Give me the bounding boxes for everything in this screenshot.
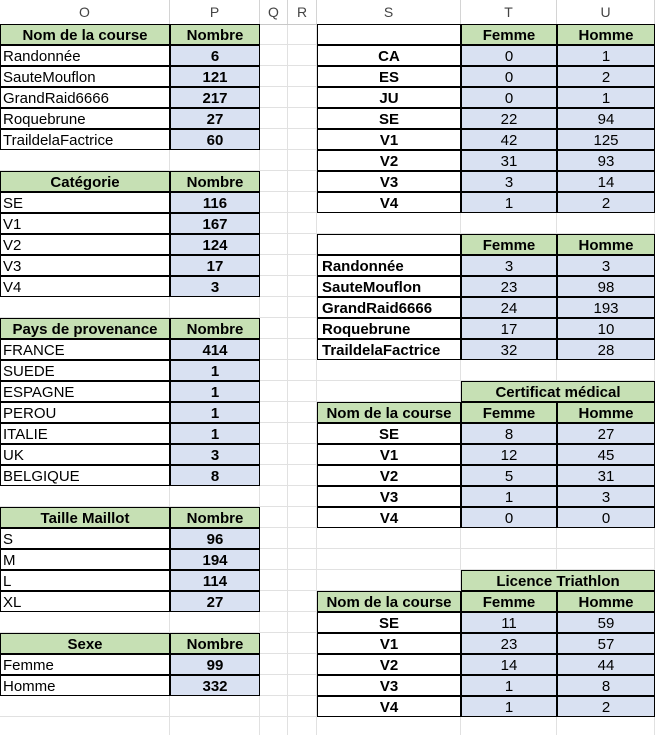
sexe-table-row-label[interactable]: Femme xyxy=(0,654,170,675)
cat-sexe-table-row-homme[interactable]: 14 xyxy=(557,171,655,192)
categorie-table-header-count[interactable]: Nombre xyxy=(170,171,260,192)
maillot-table-row-label[interactable]: M xyxy=(0,549,170,570)
certificat-table-header-femme[interactable]: Femme xyxy=(461,402,557,423)
certificat-table-row-label[interactable]: SE xyxy=(317,423,461,444)
cat-sexe-table-row-femme[interactable]: 31 xyxy=(461,150,557,171)
cat-sexe-table-row-label[interactable]: V4 xyxy=(317,192,461,213)
cat-sexe-table-row-femme[interactable]: 3 xyxy=(461,171,557,192)
cat-sexe-table-row-homme[interactable]: 2 xyxy=(557,192,655,213)
certificat-table-header-homme[interactable]: Homme xyxy=(557,402,655,423)
course-sexe-table-row-label[interactable]: GrandRaid6666 xyxy=(317,297,461,318)
cat-sexe-table-row-homme[interactable]: 1 xyxy=(557,87,655,108)
maillot-table-row-label[interactable]: L xyxy=(0,570,170,591)
cat-sexe-table-header-homme[interactable]: Homme xyxy=(557,24,655,45)
categorie-table-row-label[interactable]: V3 xyxy=(0,255,170,276)
course-table-row-label[interactable]: Roquebrune xyxy=(0,108,170,129)
cat-sexe-table-row-femme[interactable]: 42 xyxy=(461,129,557,150)
certificat-table-row-femme[interactable]: 0 xyxy=(461,507,557,528)
course-sexe-table-row-femme[interactable]: 32 xyxy=(461,339,557,360)
pays-table-header-count[interactable]: Nombre xyxy=(170,318,260,339)
pays-table-row-count[interactable]: 3 xyxy=(170,444,260,465)
cat-sexe-table-row-label[interactable]: ES xyxy=(317,66,461,87)
licence-table-row-homme[interactable]: 2 xyxy=(557,696,655,717)
column-header-t[interactable]: T xyxy=(461,0,557,24)
column-header-p[interactable]: P xyxy=(170,0,260,24)
licence-table-row-label[interactable]: SE xyxy=(317,612,461,633)
categorie-table-row-label[interactable]: V1 xyxy=(0,213,170,234)
licence-table-row-label[interactable]: V4 xyxy=(317,696,461,717)
maillot-table-row-count[interactable]: 194 xyxy=(170,549,260,570)
certificat-table-row-label[interactable]: V1 xyxy=(317,444,461,465)
licence-table-row-femme[interactable]: 11 xyxy=(461,612,557,633)
course-sexe-table-header-label[interactable] xyxy=(317,234,461,255)
certificat-table-row-homme[interactable]: 31 xyxy=(557,465,655,486)
licence-table-row-homme[interactable]: 57 xyxy=(557,633,655,654)
categorie-table-row-count[interactable]: 167 xyxy=(170,213,260,234)
licence-table-row-femme[interactable]: 23 xyxy=(461,633,557,654)
course-table-header-count[interactable]: Nombre xyxy=(170,24,260,45)
column-header-o[interactable]: O xyxy=(0,0,170,24)
cat-sexe-table-header-label[interactable] xyxy=(317,24,461,45)
certificat-table-row-femme[interactable]: 1 xyxy=(461,486,557,507)
cat-sexe-table-row-femme[interactable]: 1 xyxy=(461,192,557,213)
cat-sexe-table-row-femme[interactable]: 22 xyxy=(461,108,557,129)
maillot-table-row-count[interactable]: 27 xyxy=(170,591,260,612)
course-sexe-table-row-homme[interactable]: 98 xyxy=(557,276,655,297)
licence-table-row-femme[interactable]: 14 xyxy=(461,654,557,675)
categorie-table-row-label[interactable]: V4 xyxy=(0,276,170,297)
column-header-u[interactable]: U xyxy=(557,0,655,24)
cat-sexe-table-row-label[interactable]: JU xyxy=(317,87,461,108)
maillot-table-row-label[interactable]: S xyxy=(0,528,170,549)
certificat-table-header-label[interactable]: Nom de la course xyxy=(317,402,461,423)
pays-table-row-count[interactable]: 8 xyxy=(170,465,260,486)
sexe-table-row-count[interactable]: 332 xyxy=(170,675,260,696)
course-sexe-table-row-label[interactable]: SauteMouflon xyxy=(317,276,461,297)
sexe-table-row-count[interactable]: 99 xyxy=(170,654,260,675)
licence-table-row-label[interactable]: V2 xyxy=(317,654,461,675)
licence-table-header-homme[interactable]: Homme xyxy=(557,591,655,612)
certificat-table-row-femme[interactable]: 8 xyxy=(461,423,557,444)
cat-sexe-table-row-homme[interactable]: 1 xyxy=(557,45,655,66)
course-sexe-table-row-homme[interactable]: 28 xyxy=(557,339,655,360)
pays-table-row-count[interactable]: 1 xyxy=(170,402,260,423)
course-table-row-label[interactable]: TraildelaFactrice xyxy=(0,129,170,150)
cat-sexe-table-row-homme[interactable]: 2 xyxy=(557,66,655,87)
course-table-row-label[interactable]: SauteMouflon xyxy=(0,66,170,87)
licence-table-row-femme[interactable]: 1 xyxy=(461,675,557,696)
maillot-table-row-count[interactable]: 96 xyxy=(170,528,260,549)
certificat-table-row-homme[interactable]: 27 xyxy=(557,423,655,444)
course-sexe-table-row-femme[interactable]: 23 xyxy=(461,276,557,297)
certificat-table-row-homme[interactable]: 45 xyxy=(557,444,655,465)
cat-sexe-table-row-homme[interactable]: 94 xyxy=(557,108,655,129)
certificat-table-row-label[interactable]: V4 xyxy=(317,507,461,528)
cat-sexe-table-row-label[interactable]: SE xyxy=(317,108,461,129)
pays-table-row-count[interactable]: 1 xyxy=(170,360,260,381)
course-sexe-table-row-homme[interactable]: 10 xyxy=(557,318,655,339)
categorie-table-row-label[interactable]: SE xyxy=(0,192,170,213)
cat-sexe-table-row-homme[interactable]: 125 xyxy=(557,129,655,150)
pays-table-row-count[interactable]: 414 xyxy=(170,339,260,360)
pays-table-row-label[interactable]: ITALIE xyxy=(0,423,170,444)
course-table-row-label[interactable]: GrandRaid6666 xyxy=(0,87,170,108)
certificat-table-row-label[interactable]: V2 xyxy=(317,465,461,486)
maillot-table-header-count[interactable]: Nombre xyxy=(170,507,260,528)
course-table-row-label[interactable]: Randonnée xyxy=(0,45,170,66)
course-table-header-label[interactable]: Nom de la course xyxy=(0,24,170,45)
certificat-table-row-femme[interactable]: 12 xyxy=(461,444,557,465)
cat-sexe-table-header-femme[interactable]: Femme xyxy=(461,24,557,45)
course-sexe-table-row-homme[interactable]: 193 xyxy=(557,297,655,318)
pays-table-row-count[interactable]: 1 xyxy=(170,381,260,402)
course-table-row-count[interactable]: 27 xyxy=(170,108,260,129)
course-sexe-table-row-femme[interactable]: 3 xyxy=(461,255,557,276)
maillot-table-header-label[interactable]: Taille Maillot xyxy=(0,507,170,528)
cat-sexe-table-row-label[interactable]: V1 xyxy=(317,129,461,150)
course-sexe-table-row-femme[interactable]: 24 xyxy=(461,297,557,318)
categorie-table-row-count[interactable]: 3 xyxy=(170,276,260,297)
licence-table-title[interactable]: Licence Triathlon xyxy=(461,570,655,591)
course-table-row-count[interactable]: 121 xyxy=(170,66,260,87)
course-sexe-table-row-femme[interactable]: 17 xyxy=(461,318,557,339)
pays-table-header-label[interactable]: Pays de provenance xyxy=(0,318,170,339)
maillot-table-row-count[interactable]: 114 xyxy=(170,570,260,591)
course-sexe-table-row-homme[interactable]: 3 xyxy=(557,255,655,276)
licence-table-row-homme[interactable]: 44 xyxy=(557,654,655,675)
column-gridline xyxy=(287,0,288,735)
course-sexe-table-row-label[interactable]: Roquebrune xyxy=(317,318,461,339)
column-header-row xyxy=(0,0,655,25)
column-header-r[interactable]: R xyxy=(288,0,317,24)
pays-table-row-label[interactable]: BELGIQUE xyxy=(0,465,170,486)
sexe-table-header-label[interactable]: Sexe xyxy=(0,633,170,654)
pays-table-row-label[interactable]: PEROU xyxy=(0,402,170,423)
licence-table-row-homme[interactable]: 8 xyxy=(557,675,655,696)
course-sexe-table-row-label[interactable]: TraildelaFactrice xyxy=(317,339,461,360)
course-table-row-count[interactable]: 60 xyxy=(170,129,260,150)
course-sexe-table-header-homme[interactable]: Homme xyxy=(557,234,655,255)
cat-sexe-table-row-femme[interactable]: 0 xyxy=(461,87,557,108)
pays-table-row-label[interactable]: UK xyxy=(0,444,170,465)
sexe-table-row-label[interactable]: Homme xyxy=(0,675,170,696)
course-sexe-table-header-femme[interactable]: Femme xyxy=(461,234,557,255)
licence-table-row-femme[interactable]: 1 xyxy=(461,696,557,717)
cat-sexe-table-row-label[interactable]: CA xyxy=(317,45,461,66)
cat-sexe-table-row-label[interactable]: V2 xyxy=(317,150,461,171)
maillot-table-row-label[interactable]: XL xyxy=(0,591,170,612)
categorie-table-row-count[interactable]: 124 xyxy=(170,234,260,255)
pays-table-row-label[interactable]: FRANCE xyxy=(0,339,170,360)
categorie-table-row-count[interactable]: 116 xyxy=(170,192,260,213)
licence-table-row-label[interactable]: V1 xyxy=(317,633,461,654)
column-header-s[interactable]: S xyxy=(317,0,461,24)
column-header-q[interactable]: Q xyxy=(260,0,288,24)
licence-table-header-label[interactable]: Nom de la course xyxy=(317,591,461,612)
certificat-table-row-femme[interactable]: 5 xyxy=(461,465,557,486)
certificat-table-row-homme[interactable]: 0 xyxy=(557,507,655,528)
categorie-table-row-label[interactable]: V2 xyxy=(0,234,170,255)
cat-sexe-table-row-femme[interactable]: 0 xyxy=(461,66,557,87)
categorie-table-header-label[interactable]: Catégorie xyxy=(0,171,170,192)
certificat-table-title[interactable]: Certificat médical xyxy=(461,381,655,402)
cat-sexe-table-row-label[interactable]: V3 xyxy=(317,171,461,192)
licence-table-header-femme[interactable]: Femme xyxy=(461,591,557,612)
cat-sexe-table-row-femme[interactable]: 0 xyxy=(461,45,557,66)
pays-table-row-label[interactable]: SUEDE xyxy=(0,360,170,381)
certificat-table-row-label[interactable]: V3 xyxy=(317,486,461,507)
licence-table-row-homme[interactable]: 59 xyxy=(557,612,655,633)
sexe-table-header-count[interactable]: Nombre xyxy=(170,633,260,654)
course-table-row-count[interactable]: 6 xyxy=(170,45,260,66)
course-table-row-count[interactable]: 217 xyxy=(170,87,260,108)
course-sexe-table-row-label[interactable]: Randonnée xyxy=(317,255,461,276)
cat-sexe-table-row-homme[interactable]: 93 xyxy=(557,150,655,171)
pays-table-row-label[interactable]: ESPAGNE xyxy=(0,381,170,402)
certificat-table-row-homme[interactable]: 3 xyxy=(557,486,655,507)
pays-table-row-count[interactable]: 1 xyxy=(170,423,260,444)
categorie-table-row-count[interactable]: 17 xyxy=(170,255,260,276)
licence-table-row-label[interactable]: V3 xyxy=(317,675,461,696)
